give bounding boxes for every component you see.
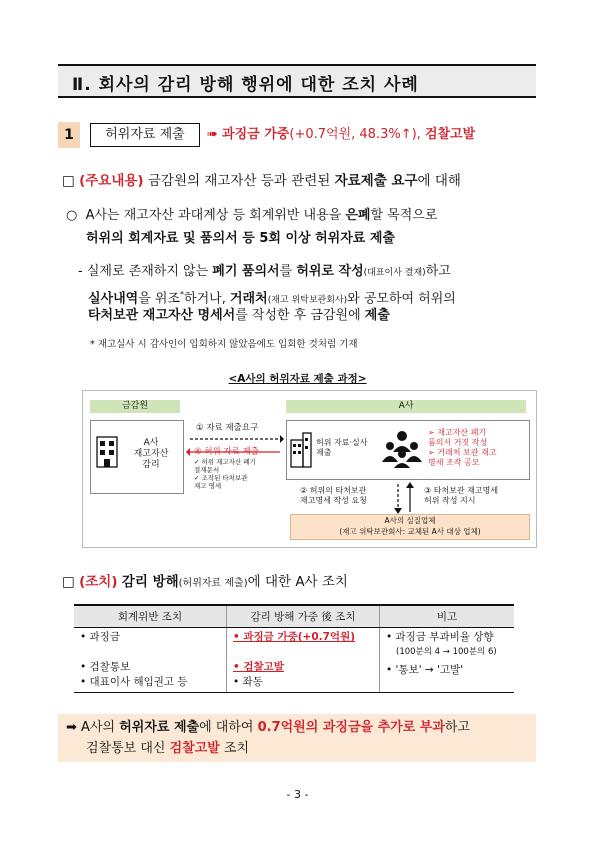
step4-label: ④ 허위 자료 제출 [194,447,259,457]
page-title: Ⅱ. 회사의 감리 방해 행위에 대한 조치 사례 [72,75,419,95]
table-cell: • 과징금 가중(+0.7억원) • 검찰고발 • 좌동 [227,628,380,693]
building-icon [96,436,118,468]
measures-table [74,604,514,693]
case-tag: 허위자료 제출 [90,123,200,147]
company-label: 허위 자료·실사 제출 [316,438,368,457]
dash-line-1: - 실제로 존재하지 않는 폐기 품의서를 허위로 작성(대표이사 결재)하고 [78,264,451,279]
conclusion-line-2: 검찰통보 대신 검찰고발 조치 [86,741,250,756]
step1-label: ① 자료 제출요구 [196,423,259,433]
right-arrow-icon: ➡ [66,720,77,735]
diagram-title: <A사의 허위자료 제출 과정> [228,373,367,385]
table-cell: • 과징금 • 검찰통보 • 대표이사 해임권고 등 [74,628,227,693]
partner-box: A사의 실질업체 (재고 위탁보관회사: 교체된 A사 대상 업체) [290,514,530,540]
case-number: 1 [58,122,80,148]
dash-line-2: 실사내역을 위조*하거나, 거래처(재고 위탁보관회사)와 공모하여 허위의 [88,290,456,307]
circle-bullet-icon: ○ [66,208,78,223]
conclusion-line-1: ➡ A사의 허위자료 제출에 대하여 0.7억원의 과징금을 추가로 부과하고 [66,720,471,735]
table-header: 회계위반 조치 [74,605,227,628]
company-header: A사 [286,400,526,413]
checkbox-icon: □ [62,173,75,189]
bullet-line-2: 허위의 회계자료 및 품의서 등 5회 이상 허위자료 제출 [86,231,395,246]
people-icon [378,428,426,468]
page-number: - 3 - [286,788,309,801]
step2-label: ② 허위의 타처보관 재고명세 작성 요청 [300,486,367,505]
fss-box-text: A사 재고자산 감리 [133,438,169,470]
company-items: ➢ 재고자산 폐기 품의서 거짓 작성 ➢ 거래처 보관 재고 명세 조작 공모 [428,428,497,467]
vertical-arrows [392,482,418,514]
section-main-content: □ (주요내용) 금감원의 재고자산 등과 관련된 자료제출 요구에 대해 [62,173,461,189]
table-header: 비고 [380,605,515,628]
arrow-icon: ➠ [207,127,218,142]
checkbox-icon: □ [62,574,75,590]
table-cell: • 과징금 부과비율 상향 (100분의 4 → 100분의 6) • '통보' → '고발' [380,628,515,693]
step4-items: ✓ 허위 재고자산 폐기 결재문서 ✓ 조작된 타처보관 재고 명세 [194,458,256,490]
fss-header: 금감원 [90,400,180,413]
case-result: ➠ 과징금 가중(+0.7억원, 48.3%↑), 검찰고발 [207,127,476,142]
table-row [74,628,514,693]
table-header: 감리 방해 가중 後 조치 [227,605,380,628]
dash-line-3: 타처보관 재고자산 명세서를 작성한 후 금감원에 제출 [88,308,390,323]
footnote: * 재고실사 시 감사인이 입회하지 않았음에도 입회한 것처럼 기재 [90,339,358,350]
step3-label: ③ 타처보관 재고명세 허위 작성 지시 [424,486,499,505]
table-header-row [74,605,514,628]
bullet-line-1: ○ A사는 재고자산 과대계상 등 회계위반 내용을 은폐할 목적으로 [66,208,438,223]
company-building-icon [290,432,312,468]
section-measures: □ (조치) 감리 방해(허위자료 제출)에 대한 A사 조치 [62,574,348,590]
